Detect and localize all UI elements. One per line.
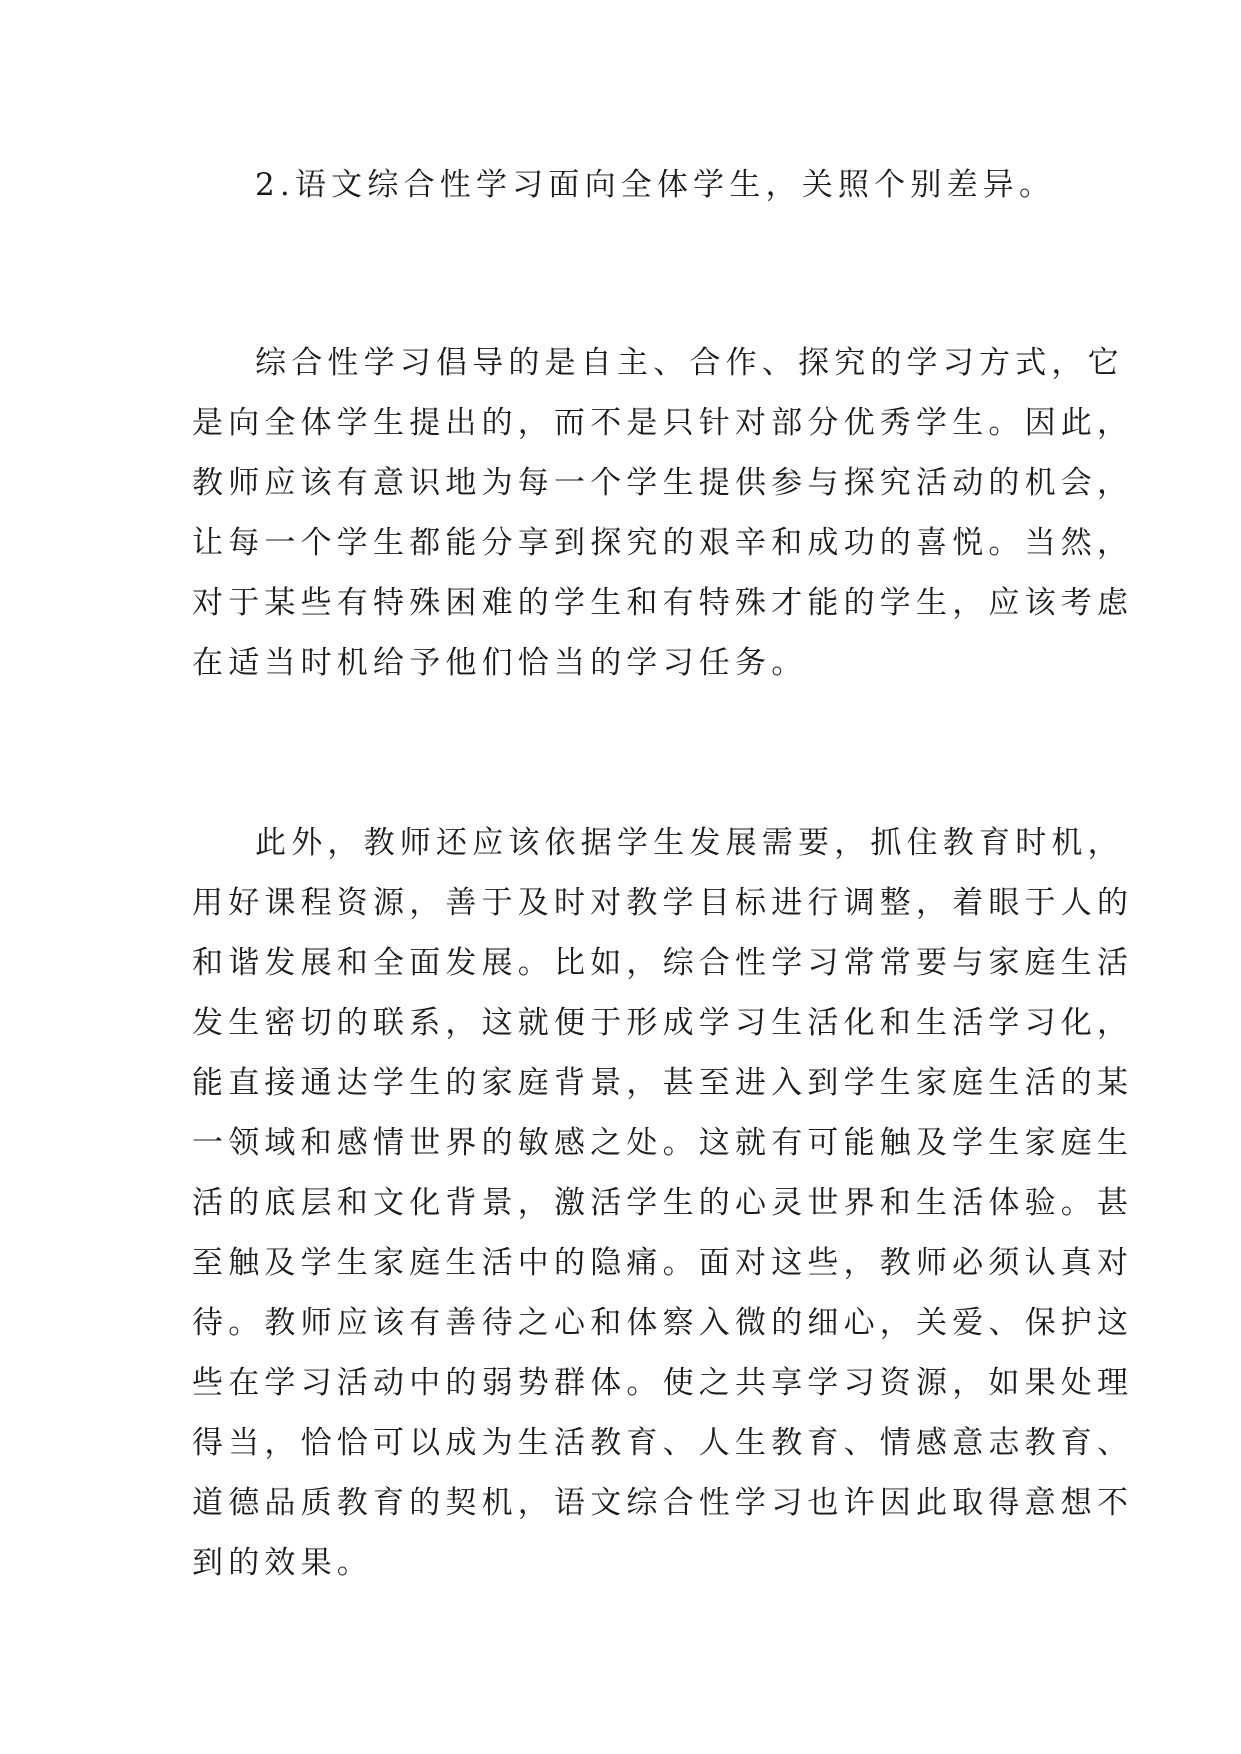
paragraph-line: 活的底层和文化背景，激活学生的心灵世界和生活体验。甚	[192, 1185, 1134, 1221]
paragraph-line: 能直接通达学生的家庭背景，甚至进入到学生家庭生活的某	[192, 1065, 1134, 1101]
paragraph-line: 综合性学习倡导的是自主、合作、探究的学习方式，它	[255, 345, 1124, 381]
paragraph-line: 用好课程资源，善于及时对教学目标进行调整，着眼于人的	[192, 885, 1134, 921]
paragraph-line: 一领域和感情世界的敏感之处。这就有可能触及学生家庭生	[192, 1125, 1134, 1161]
paragraph-line: 是向全体学生提出的，而不是只针对部分优秀学生。因此，	[192, 405, 1134, 441]
paragraph-line: 和谐发展和全面发展。比如，综合性学习常常要与家庭生活	[192, 945, 1134, 981]
paragraph-line: 让每一个学生都能分享到探究的艰辛和成功的喜悦。当然，	[192, 525, 1134, 561]
paragraph-line: 对于某些有特殊困难的学生和有特殊才能的学生，应该考虑	[192, 585, 1134, 621]
paragraph-line: 道德品质教育的契机，语文综合性学习也许因此取得意想不	[192, 1485, 1134, 1521]
paragraph-line: 在适当时机给予他们恰当的学习任务。	[192, 645, 808, 681]
paragraph-line: 此外，教师还应该依据学生发展需要，抓住教育时机，	[255, 825, 1124, 861]
paragraph-line: 发生密切的联系，这就便于形成学习生活化和生活学习化，	[192, 1005, 1134, 1041]
paragraph-line: 到的效果。	[192, 1545, 373, 1581]
paragraph-line: 待。教师应该有善待之心和体察入微的细心，关爱、保护这	[192, 1305, 1134, 1341]
section-heading: 2.语文综合性学习面向全体学生，关照个别差异。	[255, 167, 1056, 203]
paragraph-line: 得当，恰恰可以成为生活教育、人生教育、情感意志教育、	[192, 1425, 1134, 1461]
paragraph-line: 教师应该有意识地为每一个学生提供参与探究活动的机会，	[192, 465, 1134, 501]
paragraph-line: 至触及学生家庭生活中的隐痛。面对这些，教师必须认真对	[192, 1245, 1134, 1281]
paragraph-line: 些在学习活动中的弱势群体。使之共享学习资源，如果处理	[192, 1365, 1134, 1401]
